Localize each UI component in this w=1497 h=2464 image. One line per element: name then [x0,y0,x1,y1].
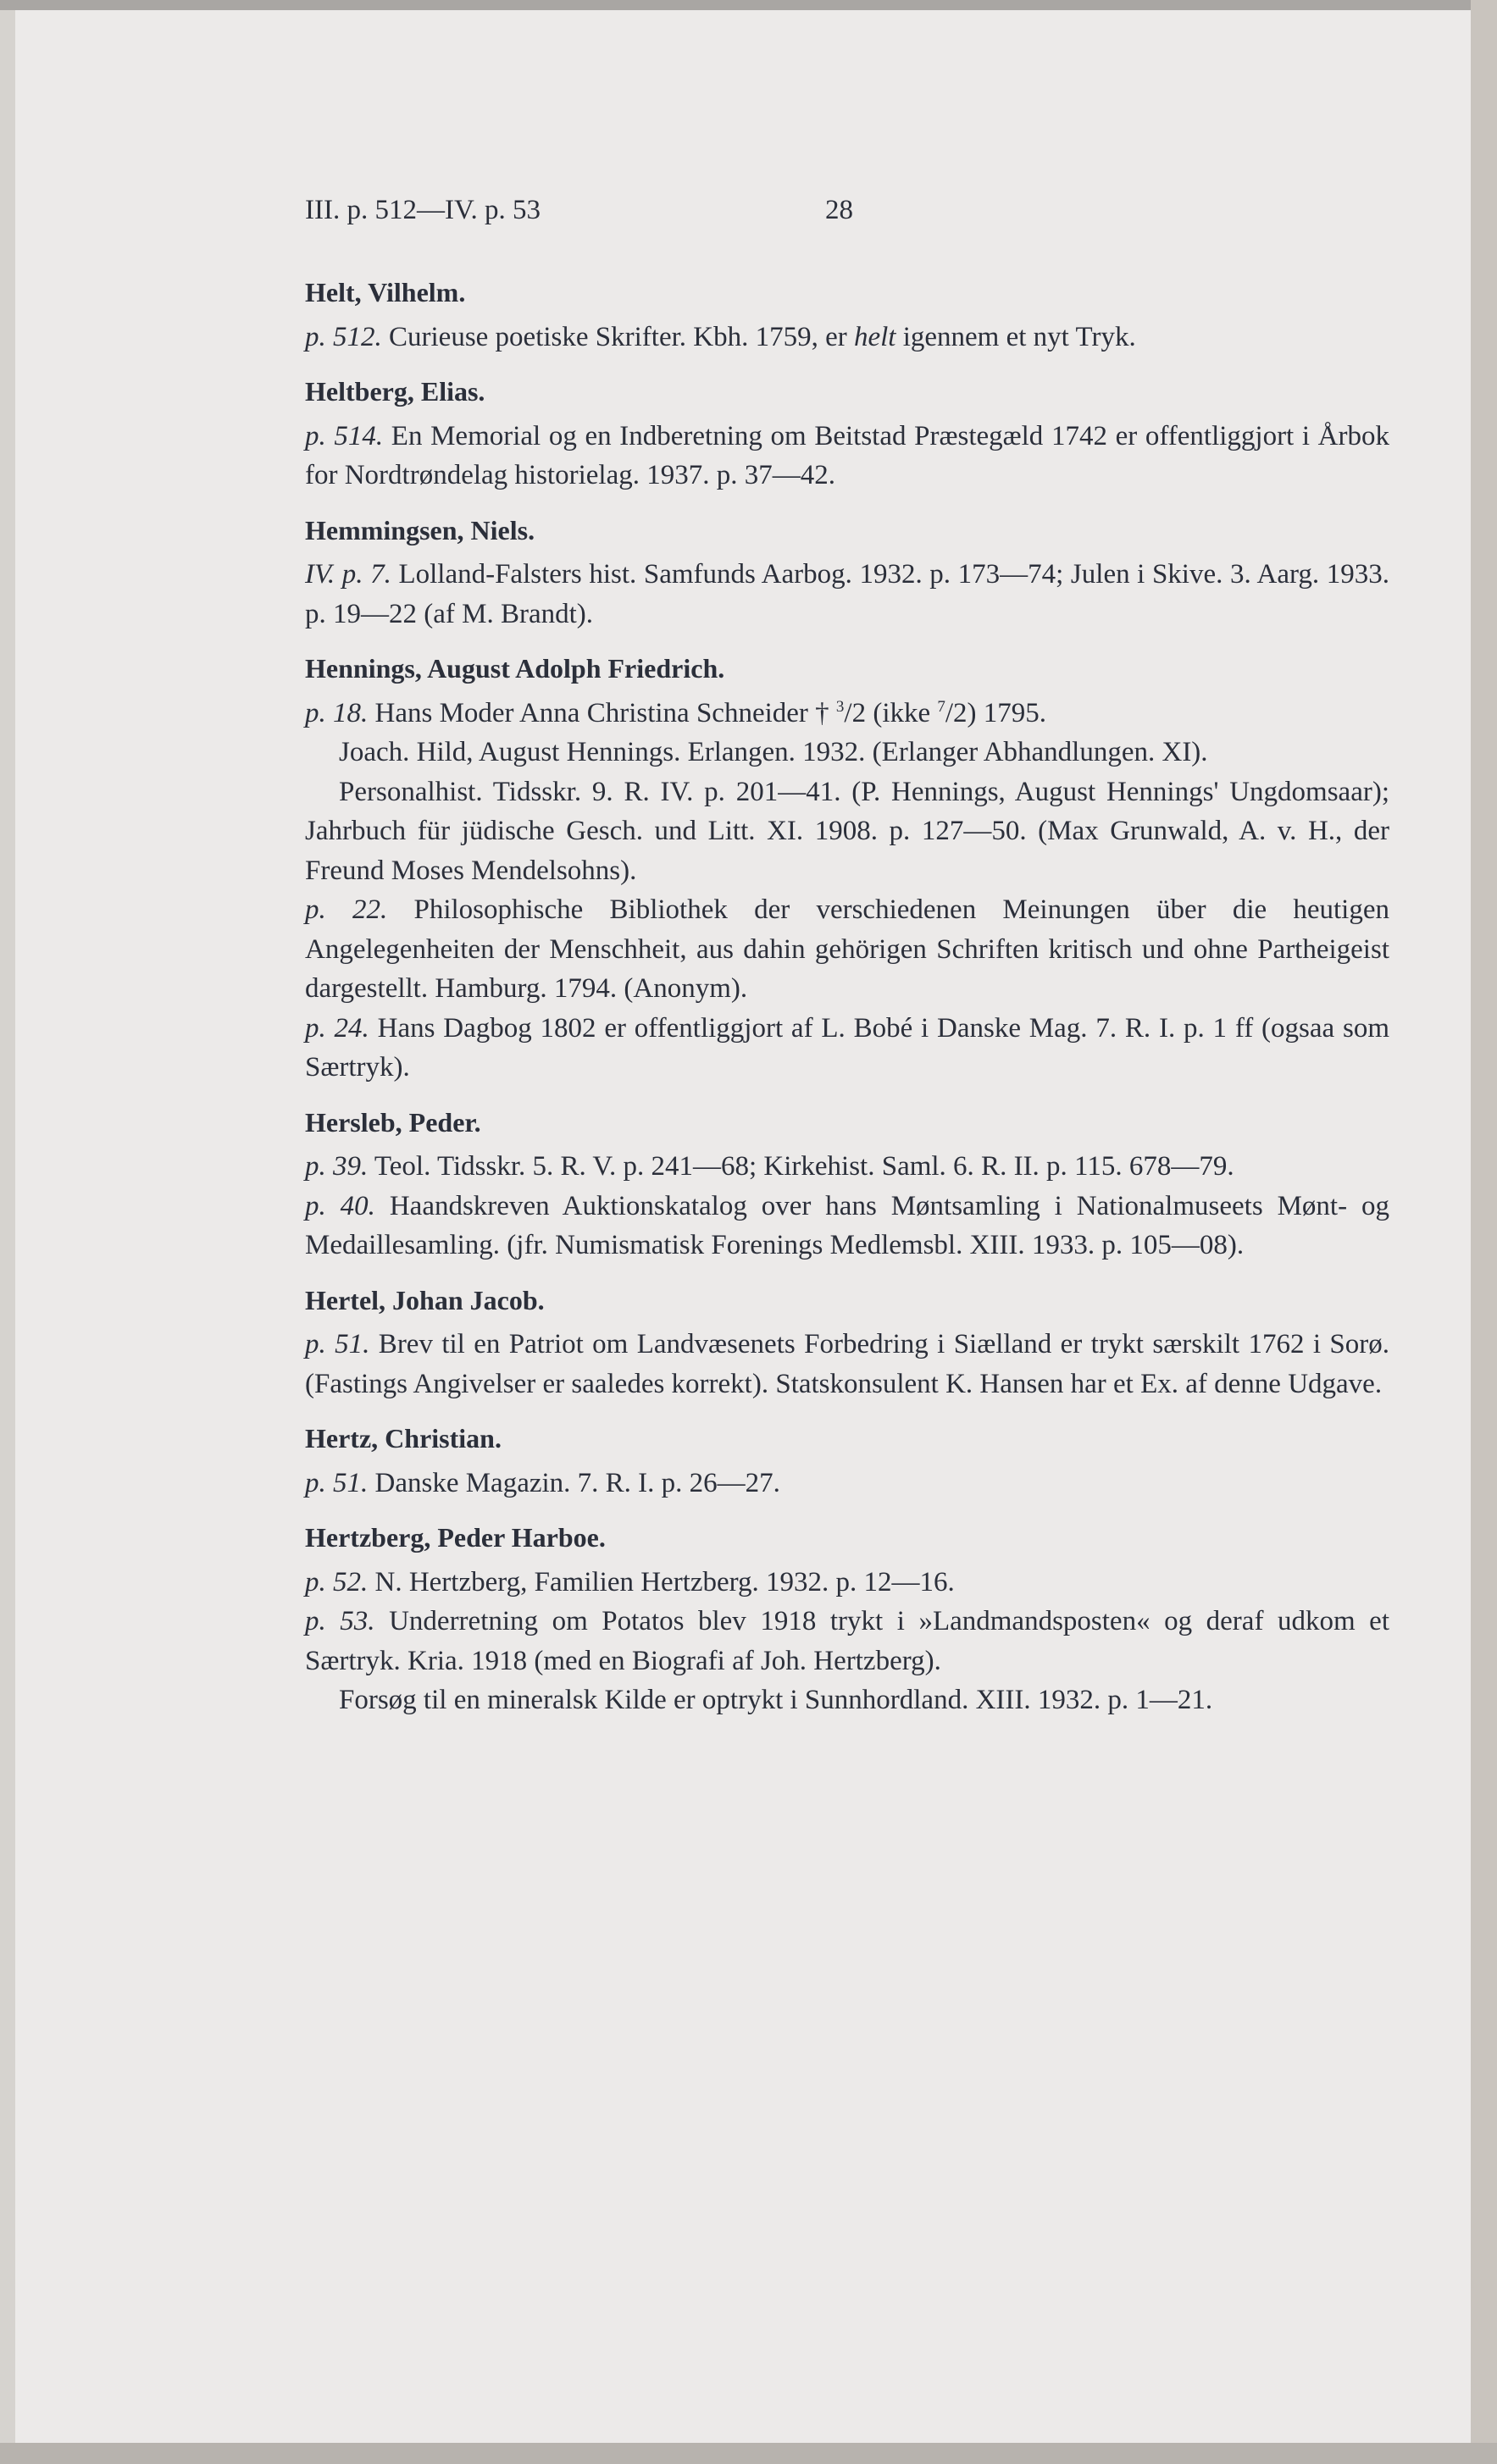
entry-name: Hersleb, Peder. [305,1106,481,1138]
entry-heltberg [305,372,1389,496]
entry-item: Forsøg til en mineralsk Kilde er optrykt i Sunnhordland. XIII. 1932. p. 1—21. [339,1685,1213,1715]
page-ref: p. 18. [305,697,369,728]
scan-bottom-edge [0,2443,1497,2464]
item-text: Hans Moder Anna Christina Schneider † [368,697,836,728]
entry-item [305,417,1389,496]
entry-hennings [305,649,1389,1088]
page-ref: IV. p. 7. [305,559,391,590]
entry-item [305,555,1389,634]
item-text: Brev til en Patriot om Landvæsenets Forbedring i Siælland er trykt særskilt 1762 i Sorø. (Fastings Angivelser er saaledes korrekt). Statskonsulent K. Hansen har et Ex. af denne Udgave. [305,1329,1390,1399]
page-ref: p. 39. [305,1151,369,1182]
fraction-numerator: 7 [937,697,945,716]
fraction-numerator: 3 [835,697,845,716]
item-text: igennem et nyt Tryk. [895,321,1136,352]
entry-name: Hemmingsen, Niels. [305,514,535,545]
entry-item [305,1009,1389,1088]
page-ref: p. 40. [305,1190,375,1221]
entry-item [305,1464,1389,1503]
item-text: Hans Dagbog 1802 er offentliggjort af L. Bobé i Danske Mag. 7. R. I. p. 1 ff (ogsaa som Særtryk). [305,1012,1389,1082]
entry-item: Joach. Hild, August Hennings. Erlangen. 1932. (Erlanger Abhandlungen. XI). [339,737,1208,767]
item-text: Teol. Tidsskr. 5. R. V. p. 241—68; Kirkehist. Saml. 6. R. II. p. 115. 678—79. [368,1151,1234,1182]
entry-name: Hertzberg, Peder Harboe. [305,1522,606,1553]
entry-item [305,318,1389,357]
entry-hertzberg [305,1518,1389,1720]
entry-item [305,890,1389,1009]
entry-hersleb [305,1103,1389,1265]
scan-right-edge [1471,0,1497,2464]
item-text: Danske Magazin. 7. R. I. p. 26—27. [368,1467,780,1498]
item-text: /2) 1795. [945,697,1047,728]
entry-helt [305,273,1389,357]
running-header [305,195,898,237]
entry-name: Heltberg, Elias. [305,376,485,407]
page-ref: p. 22. [305,894,388,925]
item-text: Underretning om Potatos blev 1918 trykt i »Landmandsposten« og deraf udkom et Særtryk. Kria. 1918 (med en Biografi af Joh. Hertzberg). [305,1606,1389,1676]
page-ref: p. 24. [305,1012,369,1044]
header-range: III. p. 512—IV. p. 53 [305,195,541,225]
item-text: N. Hertzberg, Familien Hertzberg. 1932. p. 12—16. [368,1566,955,1597]
page-number: 28 [825,195,853,225]
item-text: Haandskreven Auktionskatalog over hans Møntsamling i Nationalmuseets Mønt- og Medaillesamling. (jfr. Numismatisk Forenings Medlemsbl. XIII. 1933. p. 105—08). [305,1190,1389,1260]
item-text: Lolland-Falsters hist. Samfunds Aarbog. 1932. p. 173—74; Julen i Skive. 3. Aarg. 1933. p. 19—22 (af M. Brandt). [305,559,1389,629]
page-ref: p. 53. [305,1606,375,1636]
entry-item [305,1187,1389,1265]
entry-name: Hennings, August Adolph Friedrich. [305,653,725,684]
item-text: Curieuse poetiske Skrifter. Kbh. 1759, er [381,321,854,352]
page-ref: p. 51. [305,1467,369,1498]
entry-hemmingsen [305,511,1389,634]
entry-item [305,1563,1389,1603]
entry-name: Hertel, Johan Jacob. [305,1284,545,1315]
entry-item: Personalhist. Tidsskr. 9. R. IV. p. 201—41. (P. Hennings, August Hennings' Ungdomsaar); Jahrbuch für jüdische Gesch. und Litt. XI. 1908. p. 127—50. (Max Grunwald, A. v. H., der Freund Moses Mendelsohns). [305,776,1389,886]
entry-hertz [305,1419,1389,1503]
entry-name: Helt, Vilhelm. [305,277,466,307]
page-body [305,273,1389,1736]
item-text: Philosophische Bibliothek der verschiedenen Meinungen über die heutigen Angelegenheiten der Menschheit, aus dahin gehörigen Schriften kritisch und ohne Partheigeist dargestellt. Hamburg. 1794. (Anonym). [305,894,1389,1004]
item-text: /2 (ikke [844,697,938,728]
entry-hertel [305,1281,1389,1404]
page-ref: p. 512. [305,321,382,352]
entry-item [305,694,1389,734]
scan-top-edge [0,0,1497,10]
item-text: En Memorial og en Indberetning om Beitstad Præstegæld 1742 er offentliggjort i Årbok for Nordtrøndelag historielag. 1937. p. 37—42. [305,420,1389,490]
page-ref: p. 514. [305,420,384,451]
emphasis-word: helt [853,321,896,352]
entry-item [305,1325,1389,1404]
page-ref: p. 51. [305,1329,370,1359]
entry-item [305,1147,1389,1187]
entry-item [305,1602,1389,1681]
page-ref: p. 52. [305,1566,369,1597]
entry-name: Hertz, Christian. [305,1423,502,1453]
